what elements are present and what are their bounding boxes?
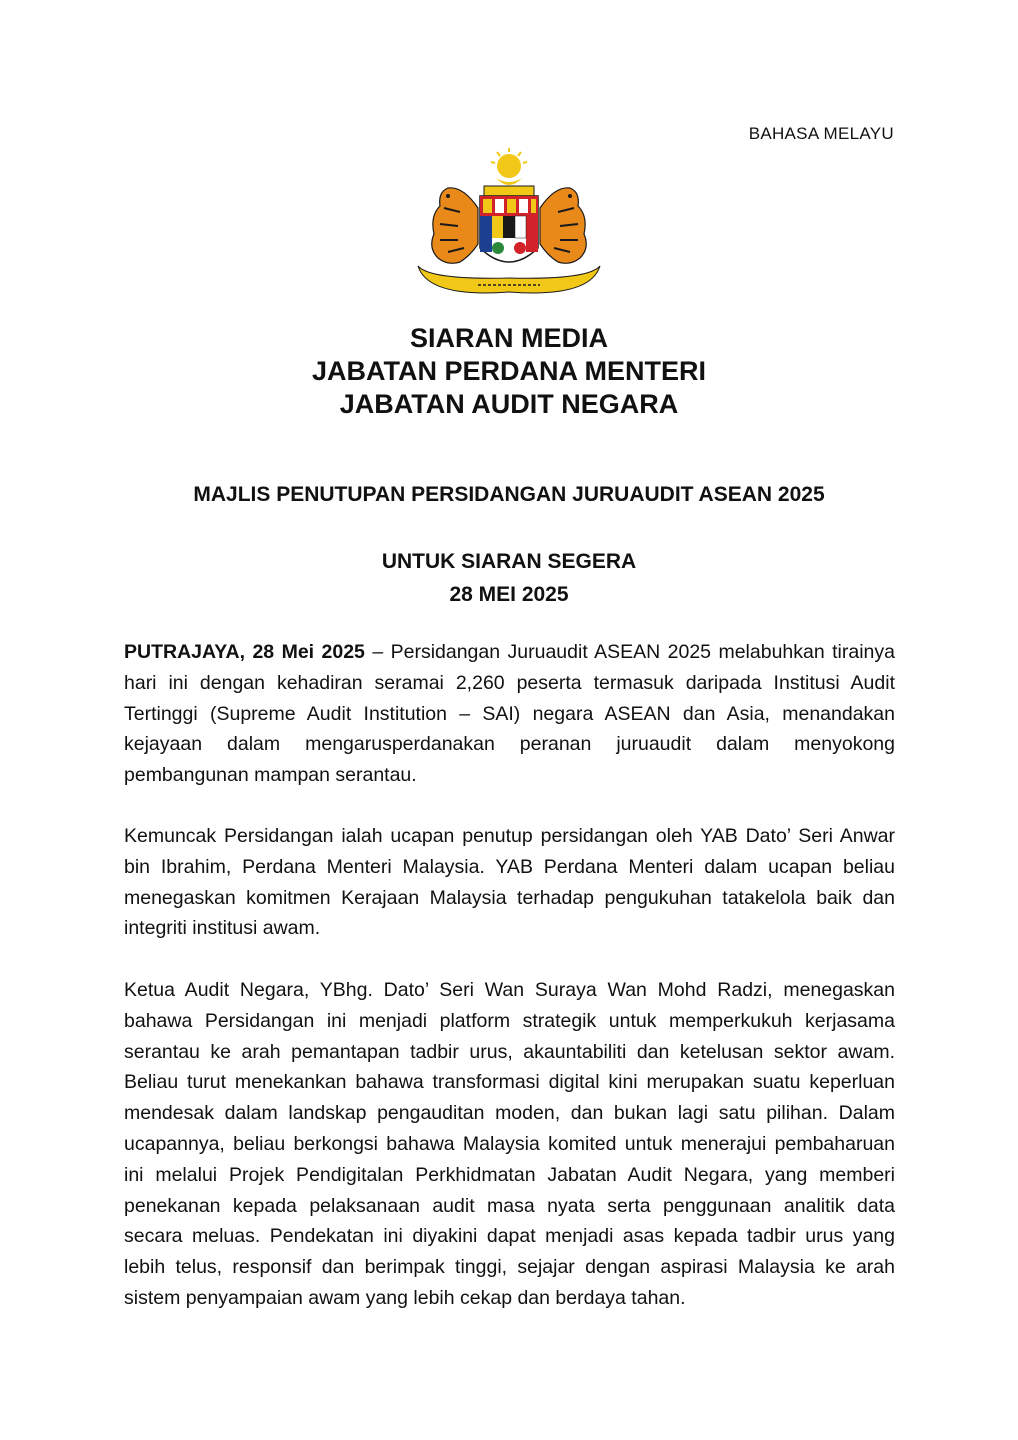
release-info — [0, 545, 1018, 611]
right-tiger-icon — [540, 188, 586, 264]
crescent-star-icon — [491, 148, 527, 185]
coat-of-arms-icon — [408, 148, 610, 302]
paragraph-2: Kemuncak Persidangan ialah ucapan penutup persidangan oleh YAB Dato’ Seri Anwar bin Ibrahim, Perdana Menteri Malaysia. YAB Perdana Menteri dalam ucapan beliau menegaskan komitmen Kerajaan Malaysia terhadap pengukuhan tatakelola baik dan integriti institusi awam. — [124, 825, 895, 940]
event-title: MAJLIS PENUTUPAN PERSIDANGAN JURUAUDIT ASEAN 2025 — [193, 483, 825, 506]
shield-icon — [480, 196, 538, 262]
release-type: UNTUK SIARAN SEGERA — [381, 550, 637, 573]
language-label: BAHASA MELAYU — [748, 124, 894, 143]
paragraph-1-lead: PUTRAJAYA, 28 Mei 2025 — [124, 641, 365, 663]
paragraph-1-text: – Persidangan Juruaudit ASEAN 2025 melabuhkan tirainya hari ini dengan kehadiran seramai 2,260 peserta termasuk daripada Institusi Audit Tertinggi (Supreme Audit Institution – SAI) negara ASEAN dan Asia, menandakan kejayaan dalam mengarusperdanakan peranan juruaudit dalam menyokong pembangunan mampan serantau. — [124, 641, 895, 787]
media-title-line-2: JABATAN PERDANA MENTERI — [311, 356, 706, 386]
media-title-line-3: JABATAN AUDIT NEGARA — [339, 389, 679, 419]
paragraph-1 — [124, 637, 895, 791]
release-date: 28 MEI 2025 — [449, 583, 569, 606]
media-title-line-1: SIARAN MEDIA — [409, 323, 608, 353]
left-tiger-icon — [432, 188, 478, 264]
media-release-title — [0, 322, 1018, 421]
paragraph-3: Ketua Audit Negara, YBhg. Dato’ Seri Wan Suraya Wan Mohd Radzi, menegaskan bahawa Persidangan ini menjadi platform strategik untuk memperkukuh kerjasama serantau ke arah pemantapan tadbir urus, akauntabiliti dan ketelusan sektor awam. Beliau turut menekankan bahawa transformasi digital kini merupakan suatu keperluan mendesak dalam landskap pengauditan moden, dan bukan lagi satu pilihan. Dalam ucapannya, beliau berkongsi bahawa Malaysia komited untuk menerajui pembaharuan ini melalui Projek Pendigitalan Perkhidmatan Jabatan Audit Negara, yang memberi penekanan kepada pelaksanaan audit masa nyata serta penggunaan analitik data secara meluas. Pendekatan ini diyakini dapat menjadi asas kepada tadbir urus yang lebih telus, responsif dan berimpak tinggi, sejajar dengan aspirasi Malaysia ke arah sistem penyampaian awam yang lebih cekap dan berdaya tahan. — [124, 979, 895, 1309]
motto-ribbon-icon — [418, 266, 600, 293]
